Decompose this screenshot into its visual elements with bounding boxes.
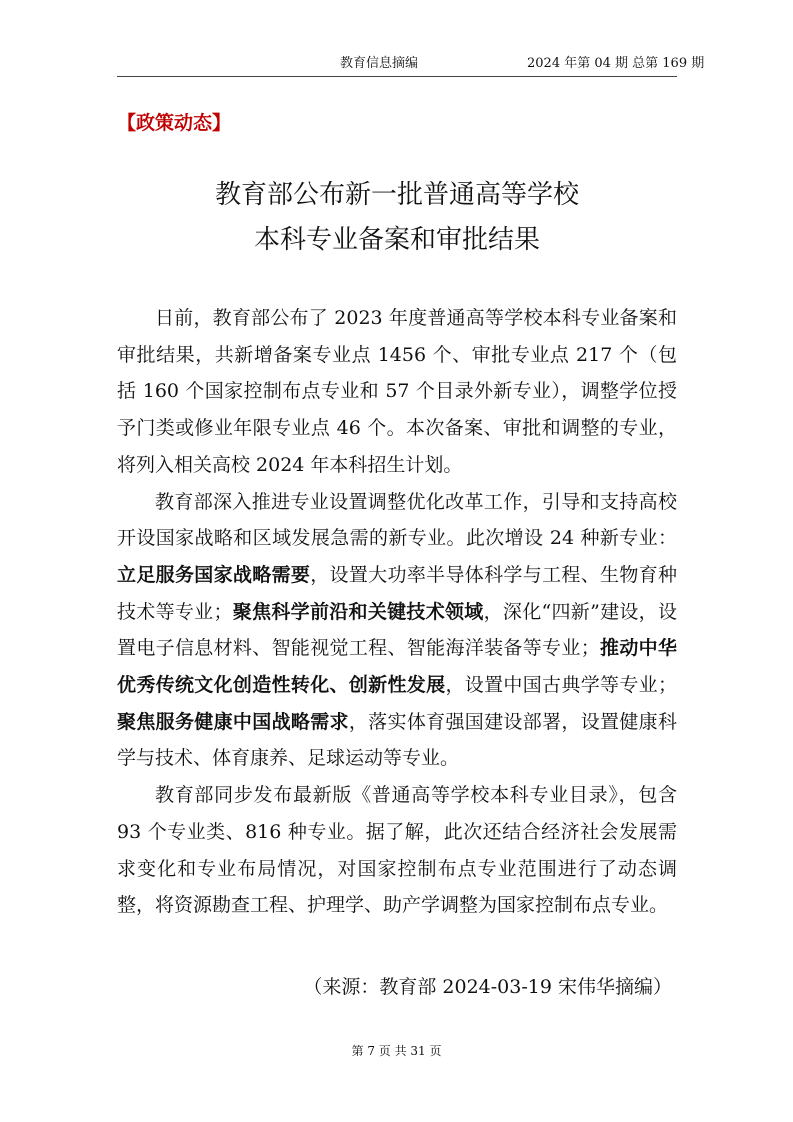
paragraph-2-text-5: ，落实体育强国建设部署，设置健康科学与技术、体育康养、足球运动等专业。 xyxy=(117,710,677,770)
page-header xyxy=(0,52,793,74)
paragraph-2-text-3: ，深化“四新”建设，设置电子信息材料、智能视觉工程、智能海洋装备等专业； xyxy=(117,600,677,660)
source-line: （来源：教育部 2024-03-19 宋伟华摘编） xyxy=(303,976,672,998)
paragraph-3: 教育部同步发布最新版《普通高等学校本科专业目录》，包含 93 个专业类、816 种专业。据了解，此次还结合经济社会发展需求变化和专业布局情况，对国家控制布点专业范围进行了动态调整，将资源勘查工程、护理学、助产学调整为国家控制布点专业。 xyxy=(117,784,677,917)
highlight-3: 推动中华优秀传统文化创造性转化、创新性发展 xyxy=(117,637,677,697)
title-line-2: 本科专业备案和审批结果 xyxy=(253,225,540,255)
header-divider xyxy=(117,76,677,77)
section-tag: 【政策动态】 xyxy=(117,112,232,134)
paragraph-2 xyxy=(117,484,677,778)
paragraph-2-text-4: ，设置中国古典学等专业； xyxy=(445,674,677,697)
paragraph-2-text-1: 教育部深入推进专业设置调整优化改革工作，引导和支持高校开设国家战略和区域发展急需的新专业。此次增设 24 种新专业： xyxy=(117,490,677,550)
highlight-1: 立足服务国家战略需要 xyxy=(117,563,311,586)
page-number: 第 7 页 共 31 页 xyxy=(351,1044,442,1058)
issue-info: 2024 年第 04 期 总第 169 期 xyxy=(527,56,705,71)
highlight-2: 聚焦科学前沿和关键技术领域 xyxy=(232,600,484,623)
publication-name: 教育信息摘编 xyxy=(340,56,419,71)
paragraph-2-text-2: ，设置大功率半导体科学与工程、生物育种技术等专业； xyxy=(117,563,677,623)
title-line-1: 教育部公布新一批普通高等学校 xyxy=(214,180,579,210)
highlight-4: 聚焦服务健康中国战略需求 xyxy=(117,710,349,733)
paragraph-1: 日前，教育部公布了 2023 年度普通高等学校本科专业备案和审批结果，共新增备案专业点 1456 个、审批专业点 217 个（包括 160 个国家控制布点专业和 57 个目录外新专业），调整学位授予门类或修业年限专业点 46 个。本次备案、审批和调整的专业，将列入相关高校 2024 年本科招生计划。 xyxy=(117,307,677,476)
article-body xyxy=(117,300,677,924)
article-title xyxy=(117,173,677,263)
